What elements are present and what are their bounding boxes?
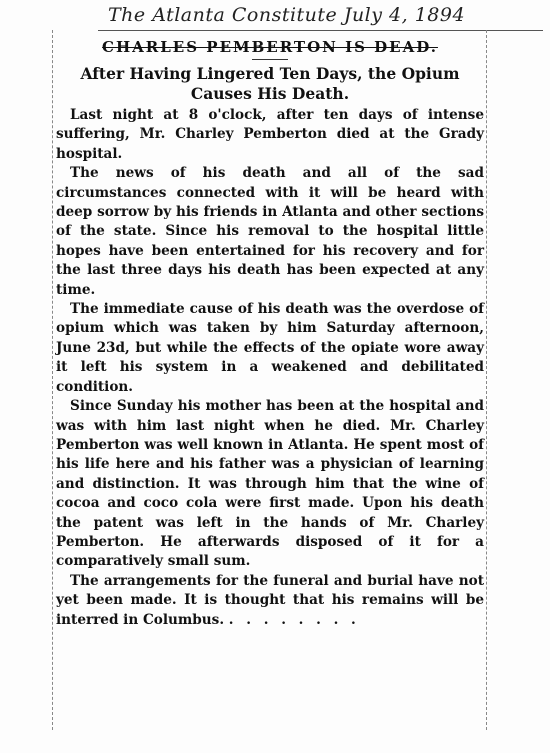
article-column: [56, 30, 484, 730]
article-body: [56, 106, 484, 630]
trailing-dots: . . . . . . . .: [228, 611, 360, 628]
article-paragraph-3: The immediate cause of his death was the overdose of opium which was taken by him Saturday afternoon, June 23d, but while the effects of the opiate wore away it left his system in a weakened and debilitated condition.: [56, 301, 484, 395]
article-subheadline: After Having Lingered Ten Days, the Opium Causes His Death.: [80, 64, 460, 103]
column-left-rule: [52, 30, 53, 730]
article-headline: CHARLES PEMBERTON IS DEAD.: [102, 38, 438, 56]
article-paragraph-4: Since Sunday his mother has been at the hospital and was with him last night when he died. Mr. Charley Pemberton was well known in Atlanta. He spent most of his life here and his father was a physician of learning and distinction. It was through him that the wine of cocoa and coco cola were first made. Upon his death the patent was left in the hands of Mr. Charley Pemberton. He afterwards disposed of it for a comparatively small sum.: [56, 398, 484, 570]
article-paragraph-5-text: The arrangements for the funeral and burial have not yet been made. It is thought that his remains will be interred in Columbus.: [56, 572, 484, 628]
handwritten-source-note: The Atlanta Constitute July 4, 1894: [108, 4, 466, 26]
column-right-rule: [486, 30, 487, 730]
headline-separator: [252, 59, 288, 60]
article-paragraph-2: The news of his death and all of the sad circumstances connected with it will be heard with deep sorrow by his friends in Atlanta and other sections of the state. Since his removal to the hospital little hopes have been entertained for his recovery and for the last three days his death has been expected at any time.: [56, 165, 484, 298]
article-paragraph-5: [56, 572, 484, 630]
article-paragraph-1: Last night at 8 o'clock, after ten days of intense suffering, Mr. Charley Pemberton died at the Grady hospital.: [56, 107, 484, 162]
